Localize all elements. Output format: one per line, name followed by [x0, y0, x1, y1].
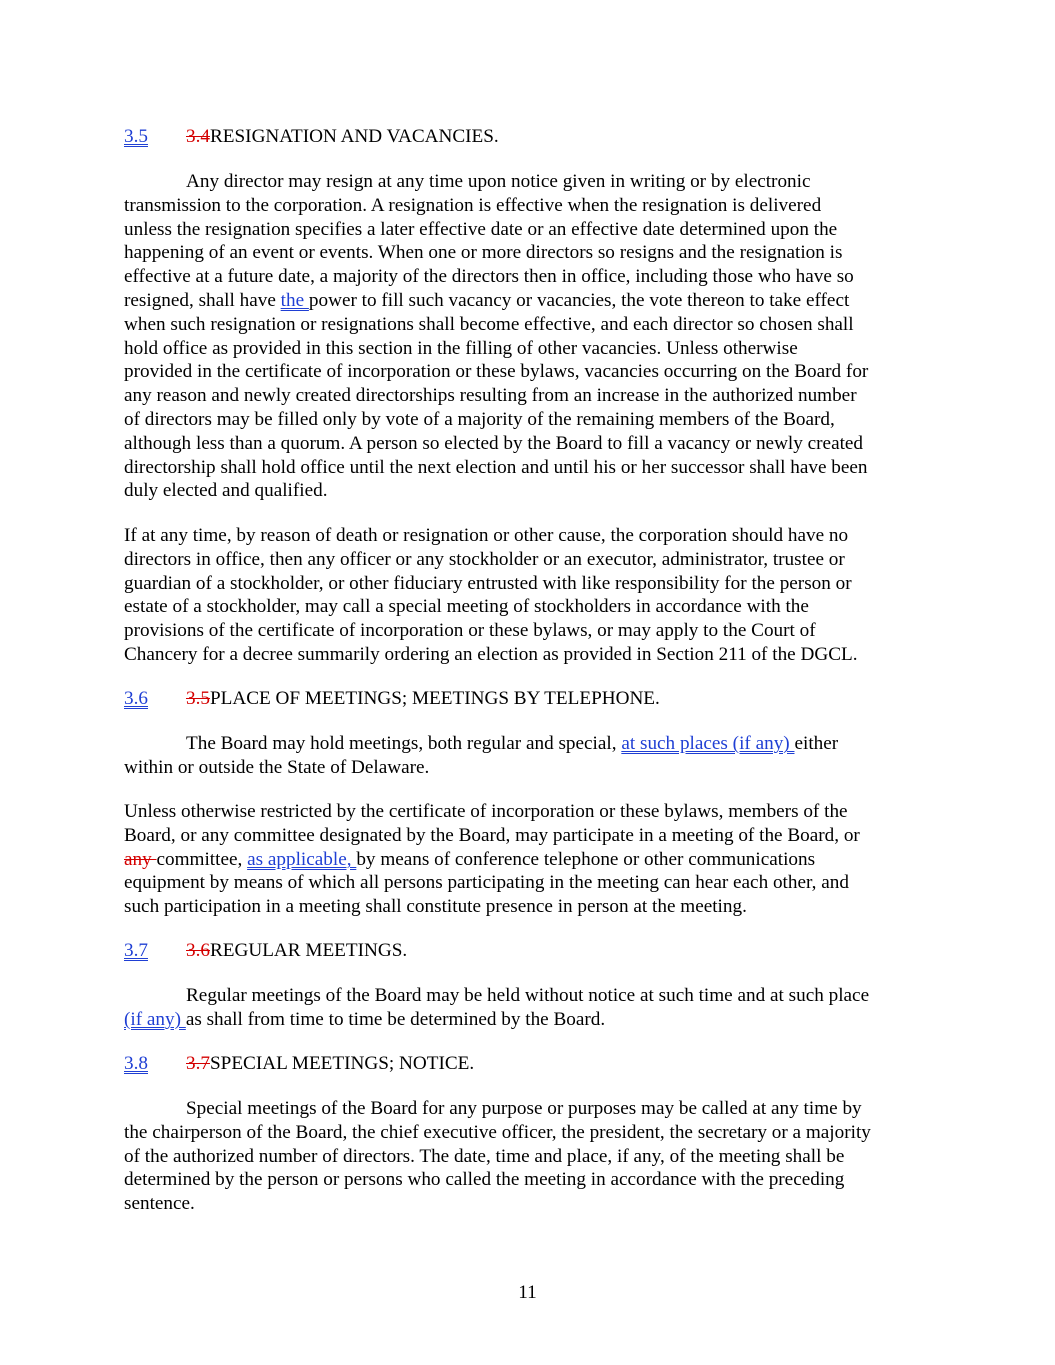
- section-title: SPECIAL MEETINGS; NOTICE.: [209, 1053, 475, 1074]
- text-line: of the authorized number of directors. The date, time and place, if any, of the meeting shall be: [124, 1145, 845, 1167]
- text-line: equipment by means of which all persons participating in the meeting can hear each other, and: [124, 872, 849, 894]
- text-line: Chancery for a decree summarily ordering an election as provided in Section 211 of the DGCL.: [124, 643, 858, 665]
- text-run: power to fill such vacancy or vacancies, the vote thereon to take effect: [308, 289, 850, 311]
- text-line: [124, 732, 934, 756]
- text-line: guardian of a stockholder, or other fiduciary entrusted with like responsibility for the person or: [124, 572, 852, 594]
- inserted-text[interactable]: as applicable,: [247, 848, 357, 870]
- text-line: sentence.: [124, 1193, 195, 1215]
- text-line: Unless otherwise restricted by the certificate of incorporation or these bylaws, members of the: [124, 801, 848, 822]
- section-number-deleted: 3.5: [186, 688, 210, 709]
- text-line: Board, or any committee designated by the Board, may participate in a meeting of the Board, or: [124, 824, 860, 846]
- text-line: when such resignation or resignations shall become effective, and each director so chosen shall: [124, 313, 854, 335]
- paragraph-place-of-meetings: [124, 732, 934, 780]
- section-heading-3-8: [124, 1052, 474, 1076]
- section-number-new[interactable]: 3.8: [124, 1053, 148, 1074]
- text-line: directors in office, then any officer or any stockholder or an executor, administrator, trustee or: [124, 548, 845, 570]
- text-line: [124, 289, 934, 313]
- text-line: [124, 1008, 934, 1032]
- paragraph-no-directors: [124, 524, 934, 667]
- text-run: committee,: [156, 848, 248, 870]
- section-heading-3-7: [124, 939, 407, 963]
- section-number-deleted: 3.6: [186, 940, 210, 961]
- text-line: transmission to the corporation. A resignation is effective when the resignation is delivered: [124, 194, 822, 216]
- text-line: Special meetings of the Board for any purpose or purposes may be called at any time by: [186, 1098, 862, 1119]
- text-line: any reason and newly created directorships resulting from an increase in the authorized number: [124, 385, 857, 407]
- paragraph-telephone-meetings: [124, 800, 934, 919]
- section-number-deleted: 3.7: [186, 1053, 210, 1074]
- text-line: effective at a future date, a majority of the directors then in office, including those who have so: [124, 266, 854, 288]
- text-line: Any director may resign at any time upon notice given in writing or by electronic: [186, 171, 811, 192]
- section-title: REGULAR MEETINGS.: [209, 940, 408, 961]
- text-run: as shall from time to time be determined by the Board.: [185, 1008, 606, 1030]
- text-line: provided in the certificate of incorporation or these bylaws, vacancies occurring on the Board for: [124, 361, 869, 383]
- paragraph-resignation: [124, 170, 934, 503]
- text-line: determined by the person or persons who called the meeting in accordance with the preceding: [124, 1169, 845, 1191]
- text-line: [124, 848, 934, 872]
- text-line: duly elected and qualified.: [124, 480, 328, 502]
- text-line: directorship shall hold office until the next election and until his or her successor shall have been: [124, 456, 868, 478]
- page-number: 11: [518, 1282, 537, 1303]
- section-title: RESIGNATION AND VACANCIES.: [209, 126, 499, 147]
- section-number-deleted: 3.4: [186, 126, 210, 147]
- deleted-text[interactable]: any: [124, 848, 157, 870]
- section-title: PLACE OF MEETINGS; MEETINGS BY TELEPHONE.: [209, 688, 660, 709]
- section-number-new[interactable]: 3.6: [124, 688, 148, 709]
- text-line: estate of a stockholder, may call a special meeting of stockholders in accordance with the: [124, 596, 809, 618]
- section-heading-3-5: [124, 125, 499, 149]
- text-line: such participation in a meeting shall constitute presence in person at the meeting.: [124, 896, 747, 918]
- inserted-text[interactable]: (if any): [124, 1008, 186, 1030]
- text-run: by means of conference telephone or other communications: [356, 848, 816, 870]
- text-line: hold office as provided in this section in the filling of other vacancies. Unless otherwise: [124, 337, 798, 359]
- text-line: If at any time, by reason of death or resignation or other cause, the corporation should have no: [124, 525, 849, 546]
- inserted-text[interactable]: at such places (if any): [621, 733, 795, 754]
- section-number-new[interactable]: 3.5: [124, 126, 148, 147]
- text-run: The Board may hold meetings, both regular and special,: [186, 733, 622, 754]
- inserted-text[interactable]: the: [280, 289, 309, 311]
- text-line: within or outside the State of Delaware.: [124, 756, 430, 778]
- text-line: unless the resignation specifies a later effective date or an effective date determined upon the: [124, 218, 838, 240]
- text-line: of directors may be filled only by vote of a majority of the remaining members of the Board,: [124, 408, 835, 430]
- text-run: resigned, shall have: [124, 289, 281, 311]
- text-line: provisions of the certificate of incorporation or these bylaws, or may apply to the Court of: [124, 620, 816, 642]
- text-run: either: [794, 733, 839, 754]
- section-number-new[interactable]: 3.7: [124, 940, 148, 961]
- text-line: the chairperson of the Board, the chief executive officer, the president, the secretary or a majority: [124, 1121, 871, 1143]
- section-heading-3-6: [124, 687, 660, 711]
- text-line: Regular meetings of the Board may be held without notice at such time and at such place: [186, 985, 870, 1006]
- paragraph-special-meetings: [124, 1097, 934, 1216]
- paragraph-regular-meetings: [124, 984, 934, 1032]
- text-line: although less than a quorum. A person so elected by the Board to fill a vacancy or newly created: [124, 432, 864, 454]
- text-line: happening of an event or events. When one or more directors so resigns and the resignation is: [124, 242, 843, 264]
